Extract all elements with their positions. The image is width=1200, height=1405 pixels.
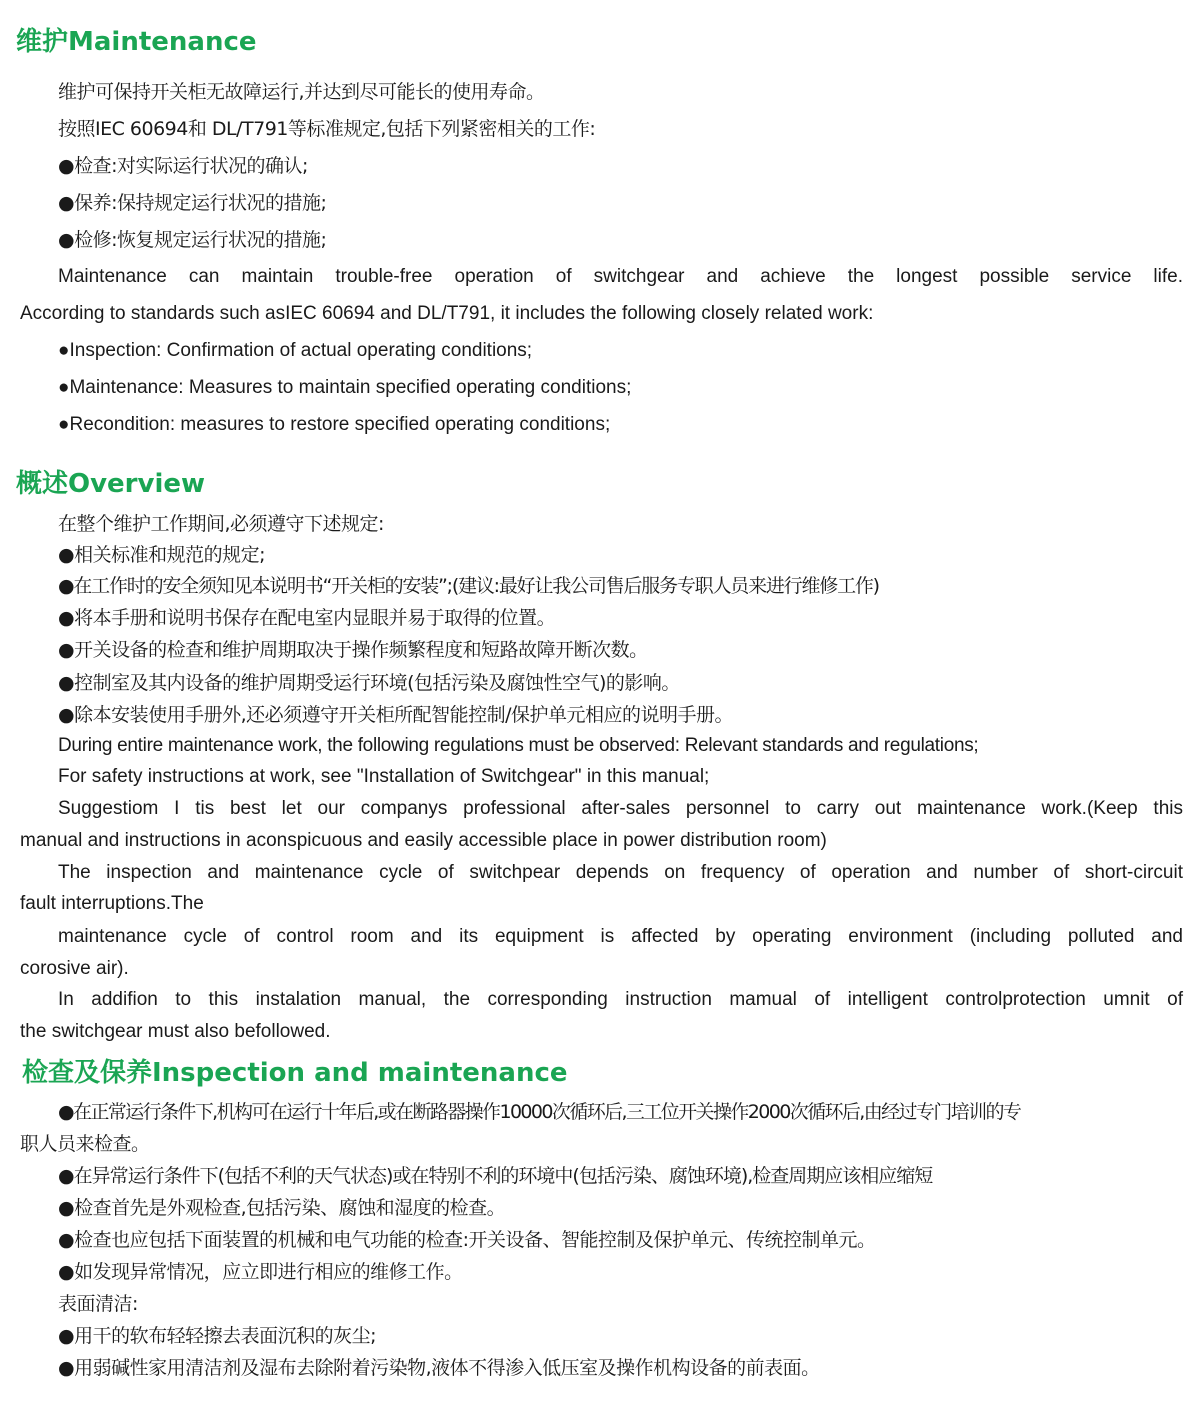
text-line: 职人员来检查。	[20, 1133, 150, 1155]
text-line: 按照IEC 60694和 DL/T791等标准规定,包括下列紧密相关的工作:	[58, 118, 596, 140]
bullet-item: ●如发现异常情况，应立即进行相应的维修工作。	[58, 1261, 463, 1283]
bullet-item: ●在异常运行条件下(包括不利的天气状态)或在特别不利的环境中(包括污染、腐蚀环境),检查周期应该相应缩短	[58, 1165, 933, 1187]
paragraph-line: Suggestiom I tis best let our companys professional after-sales personnel to carry out maintenance work.(Keep this	[58, 798, 1183, 819]
bullet-item: ●在正常运行条件下,机构可在运行十年后,或在断路器操作10000次循环后,三工位开关操作2000次循环后,由经过专门培训的专	[58, 1101, 1021, 1123]
bullet-item: ●检查也应包括下面装置的机械和电气功能的检查:开关设备、智能控制及保护单元、传统控制单元。	[58, 1229, 876, 1251]
bullet-item: ●Recondition: measures to restore specified operating conditions;	[58, 414, 611, 435]
bullet-item: ●除本安装使用手册外,还必须遵守开关柜所配智能控制/保护单元相应的说明手册。	[58, 704, 734, 726]
bullet-item: ●开关设备的检查和维护周期取决于操作频繁程度和短路故障开断次数。	[58, 639, 648, 661]
section-heading-maintenance: 维护Maintenance	[16, 27, 257, 57]
bullet-item: ●相关标准和规范的规定;	[58, 544, 265, 566]
section-heading-overview: 概述Overview	[16, 469, 206, 499]
paragraph-line: According to standards such asIEC 60694 and DL/T791, it includes the following closely related work:	[20, 303, 874, 324]
bullet-item: ●保养:保持规定运行状况的措施;	[58, 192, 327, 214]
bullet-item: ●控制室及其内设备的维护周期受运行环境(包括污染及腐蚀性空气)的影响。	[58, 672, 680, 694]
paragraph-line: fault interruptions.The	[20, 893, 204, 914]
bullet-item: ●将本手册和说明书保存在配电室内显眼并易于取得的位置。	[58, 607, 556, 629]
text-line: 维护可保持开关柜无故障运行,并达到尽可能长的使用寿命。	[58, 81, 545, 103]
bullet-item: ●用干的软布轻轻擦去表面沉积的灰尘;	[58, 1325, 376, 1347]
paragraph-line: manual and instructions in aconspicuous and easily accessible place in power distribution room)	[20, 830, 827, 851]
paragraph-line: For safety instructions at work, see "Installation of Switchgear" in this manual;	[58, 766, 710, 787]
bullet-item: ●用弱碱性家用清洁剂及湿布去除附着污染物,液体不得渗入低压室及操作机构设备的前表面。	[58, 1357, 820, 1379]
paragraph-line: corosive air).	[20, 958, 129, 979]
bullet-item: ●检修:恢复规定运行状况的措施;	[58, 229, 327, 251]
bullet-item: ●Maintenance: Measures to maintain specified operating conditions;	[58, 377, 632, 398]
bullet-item: ●在工作时的安全须知见本说明书“开关柜的安装”;(建议:最好让我公司售后服务专职人员来进行维修工作)	[58, 575, 879, 597]
paragraph-line: maintenance cycle of control room and its equipment is affected by operating environment (including polluted and	[58, 926, 1183, 947]
bullet-item: ●检查首先是外观检查,包括污染、腐蚀和湿度的检查。	[58, 1197, 506, 1219]
paragraph-line: the switchgear must also befollowed.	[20, 1021, 331, 1042]
paragraph-line: During entire maintenance work, the following regulations must be observed: Relevant standards and regulations;	[58, 735, 979, 756]
text-line: 在整个维护工作期间,必须遵守下述规定:	[58, 513, 384, 535]
bullet-item: ●Inspection: Confirmation of actual operating conditions;	[58, 340, 533, 361]
text-line: 表面清洁:	[58, 1293, 138, 1315]
section-heading-inspection: 检查及保养Inspection and maintenance	[22, 1058, 568, 1088]
paragraph-line: Maintenance can maintain trouble-free operation of switchgear and achieve the longest possible service life.	[58, 266, 1183, 287]
bullet-item: ●检查:对实际运行状况的确认;	[58, 155, 308, 177]
paragraph-line: The inspection and maintenance cycle of switchpear depends on frequency of operation and number of short-circuit	[58, 862, 1183, 883]
paragraph-line: In addifion to this instalation manual, the corresponding instruction mamual of intelligent controlprotection umnit of	[58, 989, 1183, 1010]
